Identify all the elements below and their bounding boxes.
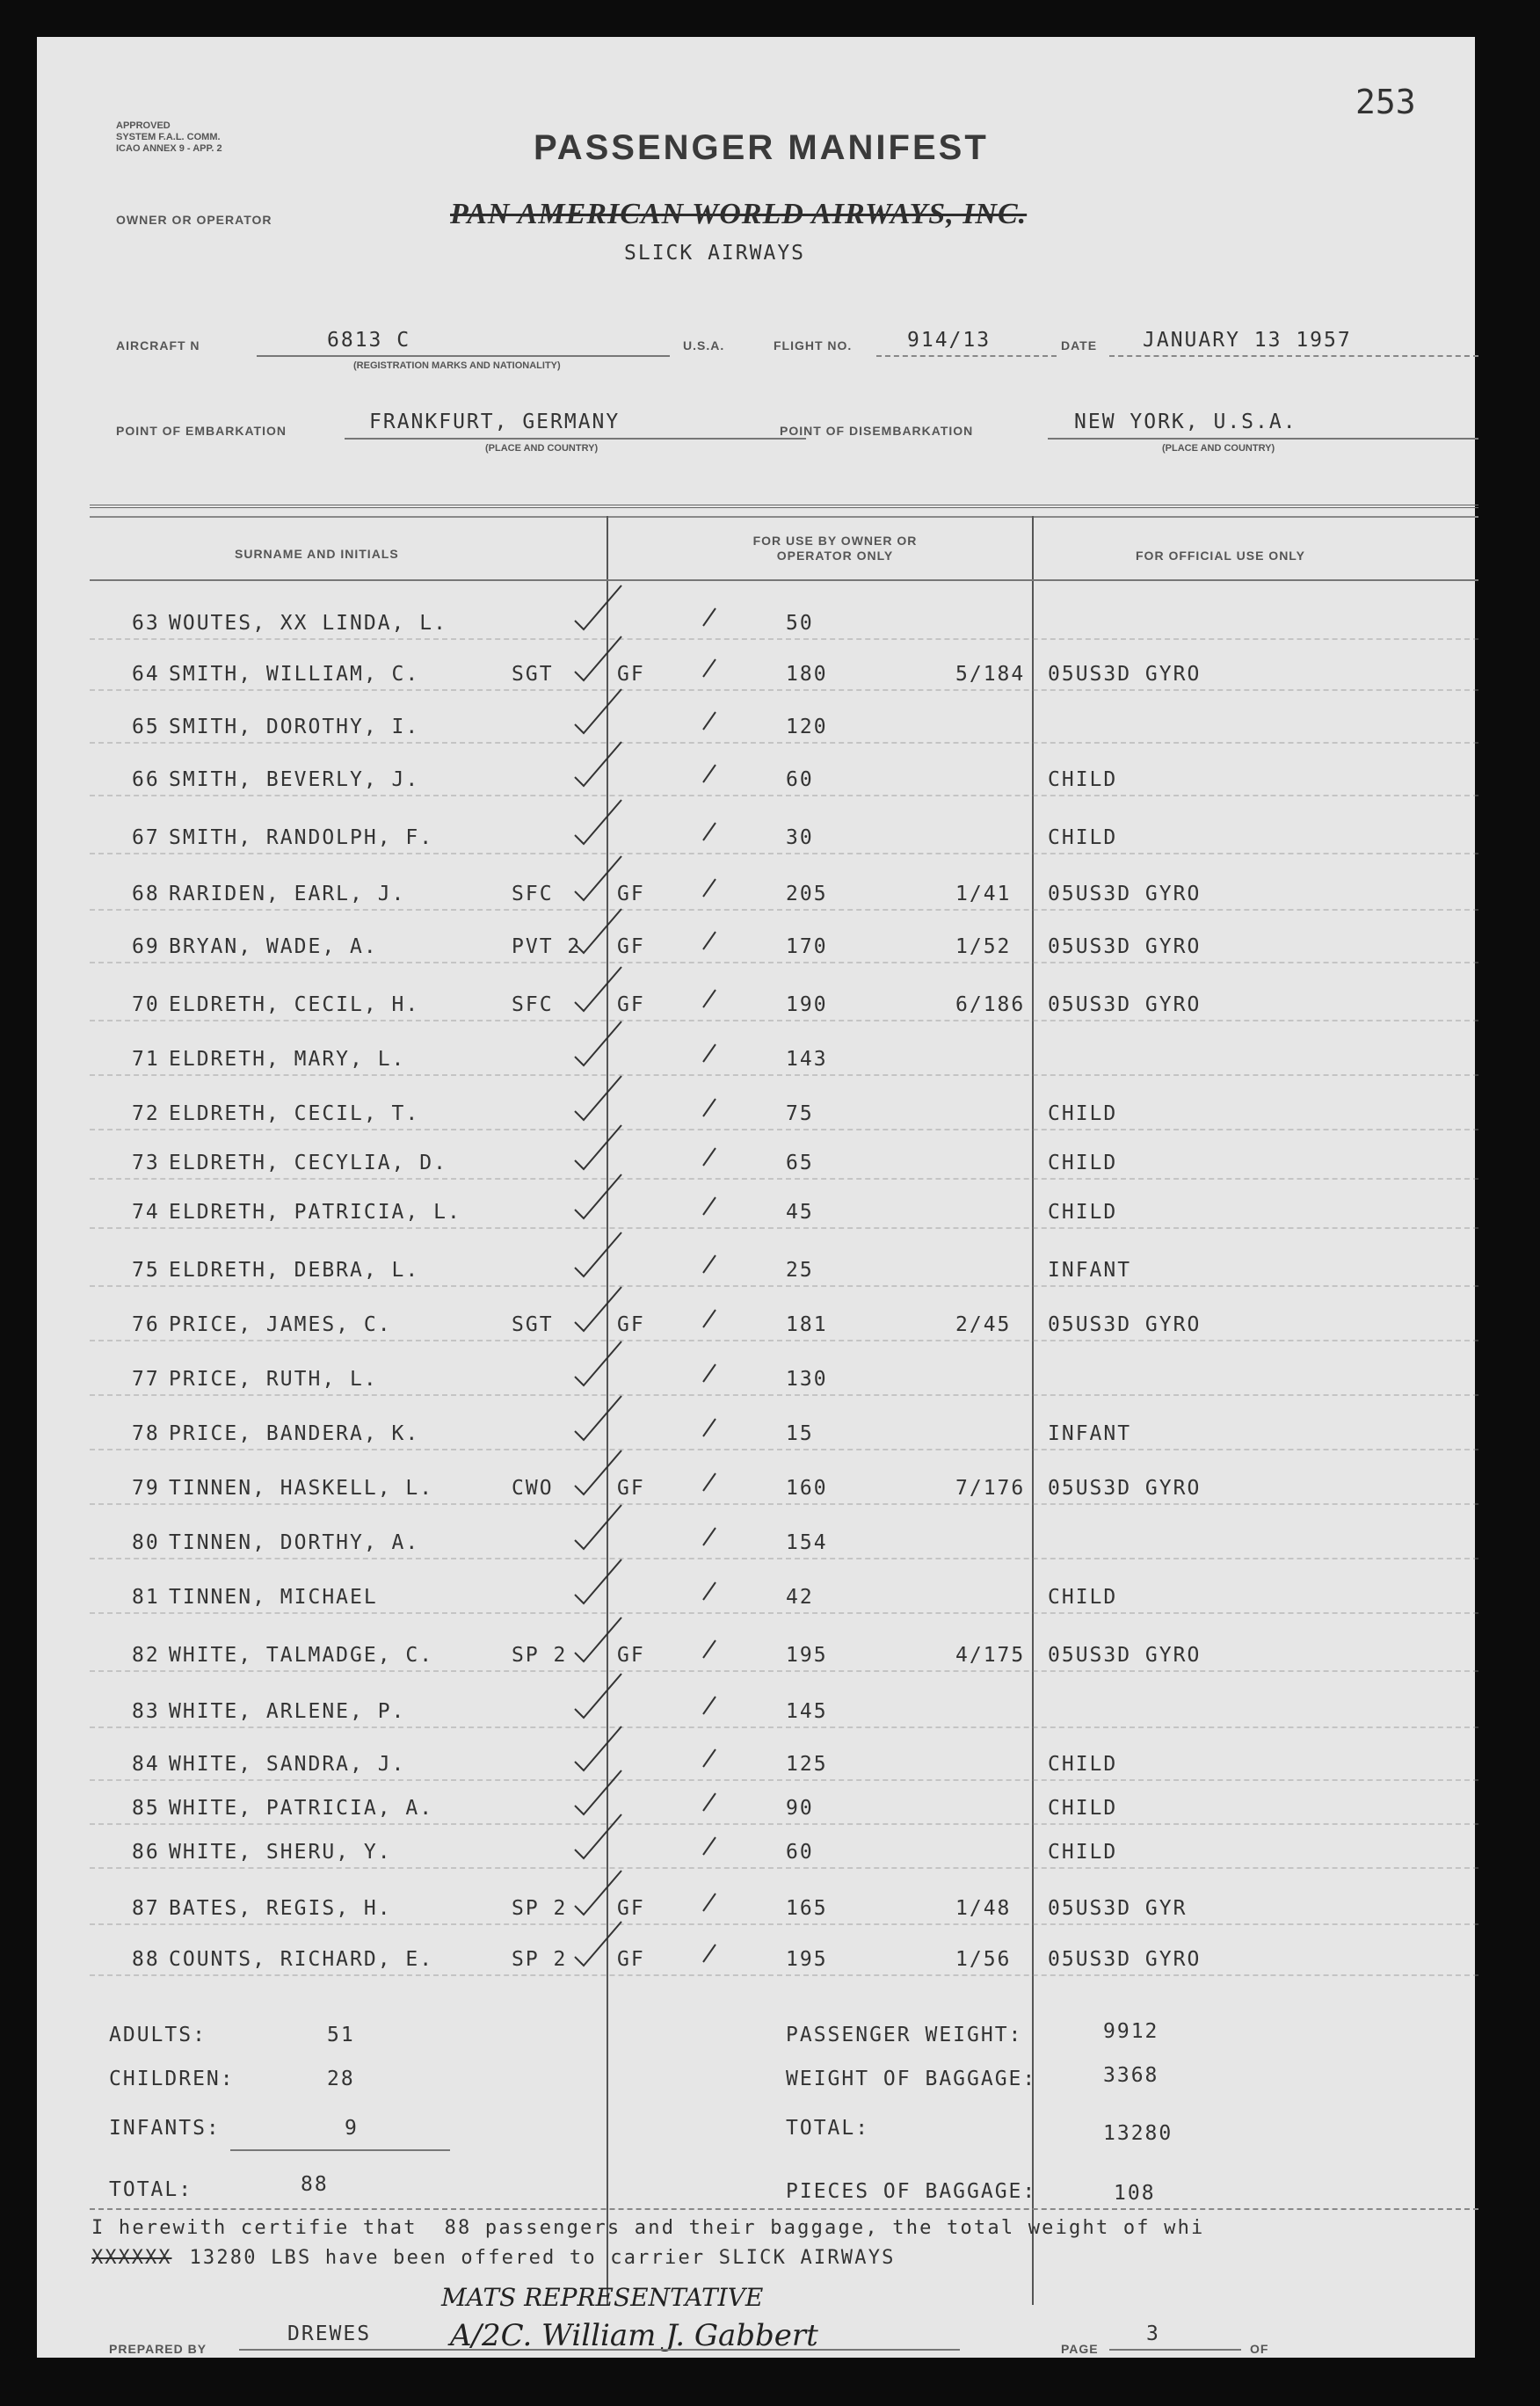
passenger-name: RARIDEN, EARL, J.	[169, 883, 406, 905]
check-mark	[575, 1505, 621, 1549]
passenger-name: ELDRETH, CECIL, T.	[169, 1102, 420, 1125]
manifest-sheet	[37, 37, 1475, 2358]
row-number: 74	[132, 1201, 160, 1224]
baggage-count: 1/52	[955, 935, 1012, 958]
row-number: 83	[132, 1700, 160, 1723]
check-mark	[575, 636, 621, 680]
tick-mark	[703, 1419, 716, 1436]
official-note: CHILD	[1048, 1201, 1118, 1224]
row-number: 70	[132, 993, 160, 1016]
row-number: 86	[132, 1841, 160, 1864]
gf-code: GF	[617, 1948, 645, 1971]
check-mark	[575, 856, 621, 900]
tick-mark	[703, 608, 716, 626]
official-note: 05US3D GYRO	[1048, 993, 1202, 1016]
check-mark	[575, 800, 621, 844]
approval-note-line-3: ICAO ANNEX 9 - APP. 2	[116, 143, 222, 154]
passenger-weight-value: 195	[786, 1644, 828, 1667]
row-number: 77	[132, 1368, 160, 1391]
baggage-count: 7/176	[955, 1477, 1026, 1500]
row-number: 72	[132, 1102, 160, 1125]
check-mark	[575, 1174, 621, 1218]
passenger-name: SMITH, WILLIAM, C.	[169, 663, 420, 686]
approval-note-line-2: SYSTEM F.A.L. COMM.	[116, 132, 221, 142]
baggage-pieces-label: PIECES OF BAGGAGE:	[786, 2180, 1037, 2203]
gf-code: GF	[617, 993, 645, 1016]
col-header-owner: FOR USE BY OWNER OR OPERATOR ONLY	[752, 534, 918, 563]
baggage-weight-label: WEIGHT OF BAGGAGE:	[786, 2068, 1037, 2090]
baggage-count: 1/48	[955, 1897, 1012, 1920]
official-note: 05US3D GYRO	[1048, 883, 1202, 905]
official-note: CHILD	[1048, 1102, 1118, 1125]
tick-mark	[703, 712, 716, 730]
passenger-name: WHITE, SANDRA, J.	[169, 1753, 406, 1776]
passenger-weight-value: 145	[786, 1700, 828, 1723]
passenger-weight-value: 181	[786, 1313, 828, 1336]
passenger-weight-value: 45	[786, 1201, 814, 1224]
passenger-name: WHITE, SHERU, Y.	[169, 1841, 392, 1864]
total-passengers-label: TOTAL:	[109, 2178, 193, 2201]
official-note: CHILD	[1048, 826, 1118, 849]
check-mark	[575, 967, 621, 1011]
date-label: DATE	[1061, 338, 1098, 353]
gf-code: GF	[617, 1644, 645, 1667]
row-number: 64	[132, 663, 160, 686]
row-number: 69	[132, 935, 160, 958]
tick-mark	[703, 1837, 716, 1855]
passenger-weight-value: 120	[786, 716, 828, 738]
row-number: 82	[132, 1644, 160, 1667]
passenger-weight-value: 143	[786, 1048, 828, 1071]
check-mark	[575, 1770, 621, 1814]
certification-struck: XXXXXX	[91, 2247, 172, 2269]
passenger-weight-value: 130	[786, 1368, 828, 1391]
disembark-place-label: (PLACE AND COUNTRY)	[1162, 443, 1275, 454]
passenger-weight-value: 205	[786, 883, 828, 905]
passenger-weight-value: 90	[786, 1797, 814, 1820]
gf-code: GF	[617, 883, 645, 905]
tick-mark	[703, 1944, 716, 1962]
passenger-name: PRICE, BANDERA, K.	[169, 1422, 420, 1445]
row-number: 73	[132, 1152, 160, 1174]
page-value: 3	[1146, 2322, 1160, 2345]
embark-place-label: (PLACE AND COUNTRY)	[485, 443, 599, 454]
baggage-count: 2/45	[955, 1313, 1012, 1336]
page-label: PAGE	[1061, 2342, 1099, 2356]
document-title: PASSENGER MANIFEST	[534, 128, 989, 167]
official-note: 05US3D GYRO	[1048, 1313, 1202, 1336]
row-number: 85	[132, 1797, 160, 1820]
page-number: 253	[1355, 83, 1416, 121]
children-count: 28	[327, 2068, 355, 2090]
rank: CWO	[512, 1477, 554, 1500]
passenger-name: WHITE, ARLENE, P.	[169, 1700, 406, 1723]
passenger-weight-value: 42	[786, 1586, 814, 1609]
baggage-count: 1/56	[955, 1948, 1012, 1971]
rank: SFC	[512, 883, 554, 905]
children-label: CHILDREN:	[109, 2068, 235, 2090]
passenger-name: ELDRETH, CECYLIA, D.	[169, 1152, 447, 1174]
tick-mark	[703, 1528, 716, 1545]
check-mark	[575, 585, 621, 629]
row-number: 88	[132, 1948, 160, 1971]
passenger-name: ELDRETH, PATRICIA, L.	[169, 1201, 461, 1224]
rank: SP 2	[512, 1644, 568, 1667]
total-weight: 13280	[1103, 2122, 1173, 2145]
embark-value: FRANKFURT, GERMANY	[369, 411, 621, 433]
row-number: 76	[132, 1313, 160, 1336]
passenger-name: TINNEN, MICHAEL	[169, 1586, 378, 1609]
tick-mark	[703, 1793, 716, 1811]
flight-number: 914/13	[907, 329, 992, 352]
passenger-name: SMITH, RANDOLPH, F.	[169, 826, 434, 849]
rank: SP 2	[512, 1948, 568, 1971]
flight-label: FLIGHT NO.	[774, 338, 853, 353]
signature: A/2C. William J. Gabbert	[450, 2318, 818, 2353]
row-number: 79	[132, 1477, 160, 1500]
official-note: 05US3D GYRO	[1048, 1477, 1202, 1500]
passenger-weight-value: 160	[786, 1477, 828, 1500]
total-weight-label: TOTAL:	[786, 2117, 870, 2140]
embark-label: POINT OF EMBARKATION	[116, 424, 287, 438]
passenger-name: ELDRETH, MARY, L.	[169, 1048, 406, 1071]
rank: SGT	[512, 1313, 554, 1336]
passenger-weight-value: 60	[786, 1841, 814, 1864]
official-note: 05US3D GYRO	[1048, 663, 1202, 686]
row-number: 78	[132, 1422, 160, 1445]
official-note: 05US3D GYRO	[1048, 1644, 1202, 1667]
row-number: 65	[132, 716, 160, 738]
baggage-count: 5/184	[955, 663, 1026, 686]
aircraft-label: AIRCRAFT N	[116, 338, 200, 353]
row-number: 81	[132, 1586, 160, 1609]
check-mark	[575, 1617, 621, 1661]
row-number: 63	[132, 612, 160, 635]
official-note: CHILD	[1048, 1753, 1118, 1776]
passenger-weight-label: PASSENGER WEIGHT:	[786, 2024, 1023, 2046]
baggage-count: 6/186	[955, 993, 1026, 1016]
check-mark	[575, 1232, 621, 1276]
certification-line-1: I herewith certifie that 88 passengers and their baggage, the total weight of whi	[91, 2217, 1205, 2239]
passenger-weight-value: 60	[786, 768, 814, 791]
operator-name: SLICK AIRWAYS	[624, 242, 806, 265]
prepared-by-label: PREPARED BY	[109, 2342, 207, 2356]
check-mark	[575, 1871, 621, 1915]
gf-code: GF	[617, 663, 645, 686]
nationality: U.S.A.	[683, 338, 725, 353]
tick-mark	[703, 1044, 716, 1062]
registration-label: (REGISTRATION MARKS AND NATIONALITY)	[353, 360, 561, 371]
disembark-value: NEW YORK, U.S.A.	[1074, 411, 1297, 433]
tick-mark	[703, 879, 716, 897]
col-header-surname: SURNAME AND INITIALS	[235, 547, 399, 561]
passenger-name: BATES, REGIS, H.	[169, 1897, 392, 1920]
passenger-name: ELDRETH, CECIL, H.	[169, 993, 420, 1016]
passenger-weight-value: 50	[786, 612, 814, 635]
infants-count: 9	[345, 2117, 359, 2140]
passenger-weight-value: 190	[786, 993, 828, 1016]
owner-label: OWNER OR OPERATOR	[116, 213, 272, 227]
row-number: 80	[132, 1531, 160, 1554]
passenger-name: SMITH, DOROTHY, I.	[169, 716, 420, 738]
tick-mark	[703, 1640, 716, 1658]
check-mark	[575, 1814, 621, 1858]
check-mark	[575, 1396, 621, 1440]
check-mark	[575, 1922, 621, 1966]
tick-mark	[703, 659, 716, 677]
check-mark	[575, 909, 621, 953]
tick-mark	[703, 1894, 716, 1911]
official-note: CHILD	[1048, 768, 1118, 791]
check-mark	[575, 1726, 621, 1770]
official-note: CHILD	[1048, 1152, 1118, 1174]
passenger-name: SMITH, BEVERLY, J.	[169, 768, 420, 791]
official-note: 05US3D GYRO	[1048, 1948, 1202, 1971]
adults-label: ADULTS:	[109, 2024, 207, 2046]
rank: PVT 2	[512, 935, 582, 958]
tick-mark	[703, 1473, 716, 1491]
rank: SGT	[512, 663, 554, 686]
passenger-name: TINNEN, HASKELL, L.	[169, 1477, 434, 1500]
passenger-weight-value: 165	[786, 1897, 828, 1920]
official-note: 05US3D GYRO	[1048, 935, 1202, 958]
official-note: INFANT	[1048, 1422, 1132, 1445]
tick-mark	[703, 1697, 716, 1714]
passenger-name: WHITE, PATRICIA, A.	[169, 1797, 434, 1820]
passenger-name: BRYAN, WADE, A.	[169, 935, 378, 958]
passenger-weight-value: 25	[786, 1259, 814, 1282]
passenger-name: TINNEN, DORTHY, A.	[169, 1531, 420, 1554]
rank: SP 2	[512, 1897, 568, 1920]
passenger-weight-value: 75	[786, 1102, 814, 1125]
official-note: 05US3D GYR	[1048, 1897, 1188, 1920]
passenger-name: COUNTS, RICHARD, E.	[169, 1948, 434, 1971]
check-mark	[575, 1450, 621, 1494]
rank: SFC	[512, 993, 554, 1016]
certification-line-2: 13280 LBS have been offered to carrier SLICK AIRWAYS	[176, 2247, 896, 2269]
date-value: JANUARY 13 1957	[1143, 329, 1352, 352]
row-number: 67	[132, 826, 160, 849]
gf-code: GF	[617, 1897, 645, 1920]
check-mark	[575, 742, 621, 786]
baggage-weight: 3368	[1103, 2064, 1159, 2087]
aircraft-value: 6813 C	[327, 329, 411, 352]
passenger-weight-value: 154	[786, 1531, 828, 1554]
tick-mark	[703, 1148, 716, 1166]
check-mark	[575, 1341, 621, 1385]
infants-label: INFANTS:	[109, 2117, 221, 2140]
tick-mark	[703, 1255, 716, 1273]
passenger-name: PRICE, RUTH, L.	[169, 1368, 378, 1391]
tick-mark	[703, 990, 716, 1007]
tick-mark	[703, 1099, 716, 1116]
passenger-weight-value: 30	[786, 826, 814, 849]
adults-count: 51	[327, 2024, 355, 2046]
check-mark	[575, 1125, 621, 1169]
passenger-name: ELDRETH, DEBRA, L.	[169, 1259, 420, 1282]
gf-code: GF	[617, 1313, 645, 1336]
check-mark	[575, 1021, 621, 1065]
passenger-name: WOUTES, XX LINDA, L.	[169, 612, 447, 635]
gf-code: GF	[617, 935, 645, 958]
passenger-weight-value: 180	[786, 663, 828, 686]
official-note: CHILD	[1048, 1797, 1118, 1820]
passenger-weight-value: 195	[786, 1948, 828, 1971]
tick-mark	[703, 932, 716, 949]
approval-note-line-1: APPROVED	[116, 120, 171, 131]
prepared-by-value: DREWES	[287, 2322, 372, 2345]
passenger-weight: 9912	[1103, 2020, 1159, 2043]
row-number: 84	[132, 1753, 160, 1776]
official-note: CHILD	[1048, 1841, 1118, 1864]
check-mark	[575, 1287, 621, 1331]
row-number: 66	[132, 768, 160, 791]
baggage-pieces: 108	[1114, 2182, 1156, 2205]
passenger-weight-value: 170	[786, 935, 828, 958]
row-number: 75	[132, 1259, 160, 1282]
gf-code: GF	[617, 1477, 645, 1500]
tick-mark	[703, 765, 716, 782]
row-number: 71	[132, 1048, 160, 1071]
check-marks	[37, 37, 1475, 2358]
baggage-count: 4/175	[955, 1644, 1026, 1667]
owner-struck-name: PAN AMERICAN WORLD AIRWAYS, INC.	[450, 198, 1028, 230]
col-header-official: FOR OFFICIAL USE ONLY	[1136, 549, 1305, 563]
tick-mark	[703, 1582, 716, 1600]
row-number: 68	[132, 883, 160, 905]
check-mark	[575, 1559, 621, 1603]
check-mark	[575, 1674, 621, 1718]
baggage-count: 1/41	[955, 883, 1012, 905]
passenger-weight-value: 65	[786, 1152, 814, 1174]
passenger-weight-value: 15	[786, 1422, 814, 1445]
official-note: INFANT	[1048, 1259, 1132, 1282]
tick-mark	[703, 1197, 716, 1215]
passenger-name: PRICE, JAMES, C.	[169, 1313, 392, 1336]
tick-mark	[703, 1310, 716, 1327]
row-number: 87	[132, 1897, 160, 1920]
check-mark	[575, 689, 621, 733]
tick-mark	[703, 1364, 716, 1382]
tick-mark	[703, 823, 716, 840]
of-label: OF	[1250, 2342, 1269, 2356]
check-mark	[575, 1076, 621, 1120]
signature-title: MATS REPRESENTATIVE	[441, 2283, 764, 2312]
disembark-label: POINT OF DISEMBARKATION	[780, 424, 974, 438]
official-note: CHILD	[1048, 1586, 1118, 1609]
passenger-name: WHITE, TALMADGE, C.	[169, 1644, 434, 1667]
total-passengers: 88	[301, 2173, 329, 2196]
tick-mark	[703, 1749, 716, 1767]
passenger-weight-value: 125	[786, 1753, 828, 1776]
